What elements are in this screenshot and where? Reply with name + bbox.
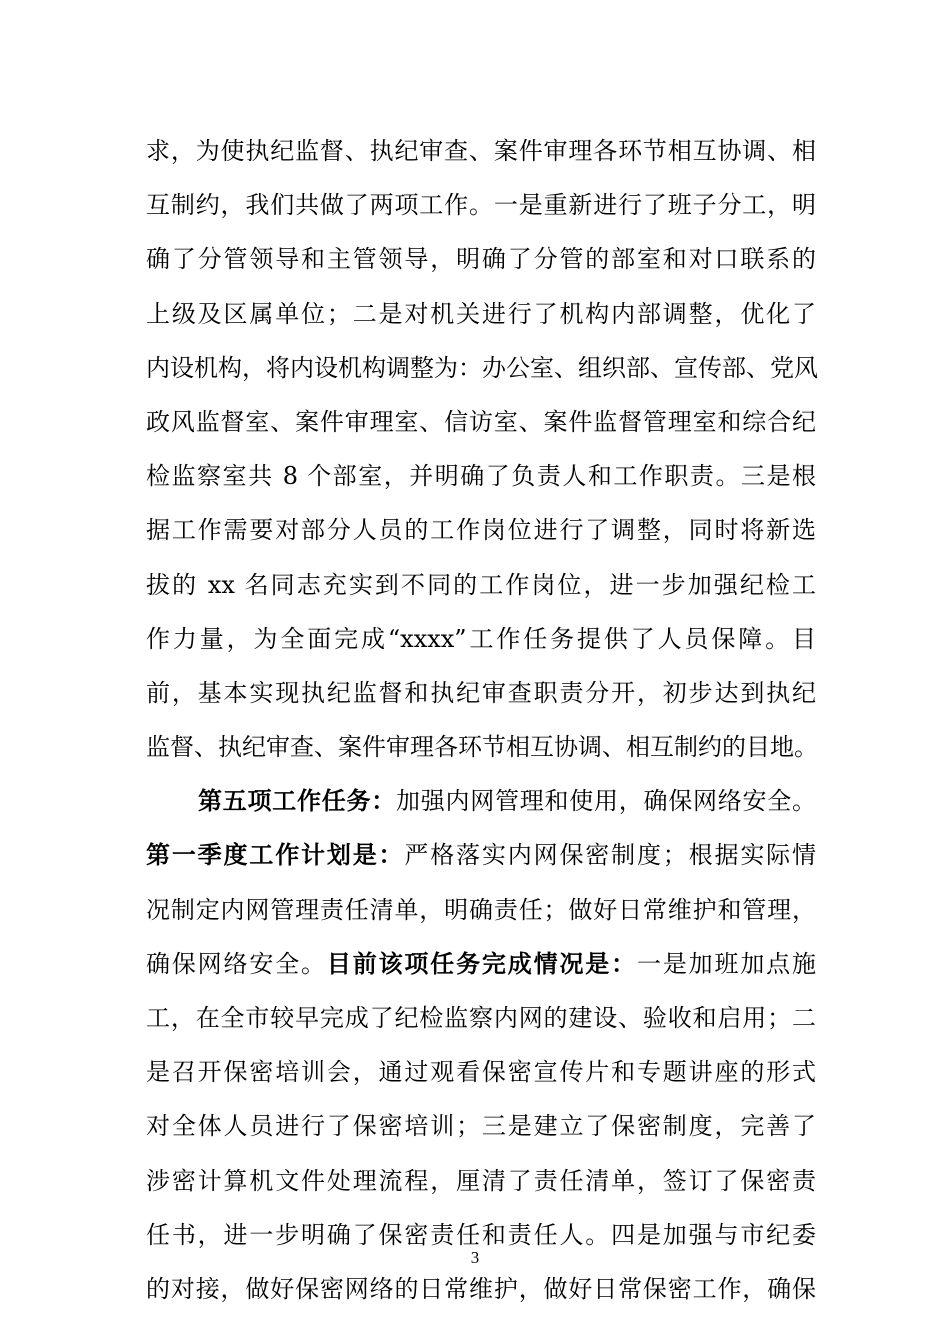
text-run: 对全体人员进行了保密培训；三是建立了保密制度，完善了	[146, 1112, 816, 1141]
text-line	[146, 1099, 816, 1153]
text-run: 加强内网管理和使用，确保网络安全。	[396, 787, 816, 816]
text-run: 检监察室共 8 个部室，并明确了负责人和工作职责。三是根	[146, 462, 816, 491]
text-run: 据工作需要对部分人员的工作岗位进行了调整，同时将新选	[146, 516, 816, 545]
text-line	[146, 558, 816, 612]
text-line	[146, 449, 816, 503]
text-line	[146, 612, 816, 666]
body-text	[146, 124, 816, 1316]
text-line	[146, 1154, 816, 1208]
text-run: 任书，进一步明确了保密责任和责任人。四是加强与市纪委	[146, 1220, 816, 1249]
text-run: 况制定内网管理责任清单，明确责任；做好日常维护和管理，	[146, 895, 816, 924]
text-run: 拔的 xx 名同志充实到不同的工作岗位，进一步加强纪检工	[146, 570, 816, 599]
text-line	[146, 1045, 816, 1099]
text-run: 确保网络安全。	[146, 949, 327, 978]
text-line	[146, 720, 816, 774]
status-heading-label: 目前该项任务完成情况是：	[326, 948, 637, 978]
text-run: 作力量，为全面完成“xxxx”工作任务提供了人员保障。目	[146, 624, 816, 653]
text-line	[146, 883, 816, 937]
text-run: 监督、执纪审查、案件审理各环节相互协调、相互制约的目地。	[146, 733, 818, 762]
text-run: 是召开保密培训会，通过观看保密宣传片和专题讲座的形式	[146, 1058, 816, 1087]
text-run: 内设机构，将内设机构调整为：办公室、组织部、宣传部、党风	[146, 353, 818, 382]
text-line	[146, 341, 816, 395]
text-line	[146, 232, 816, 286]
text-line	[146, 666, 816, 720]
text-run: 求，为使执纪监督、执纪审查、案件审理各环节相互协调、相	[146, 137, 816, 165]
page-number: 3	[470, 1248, 480, 1267]
text-run: 的对接，做好保密网络的日常维护，做好日常保密工作，确保	[146, 1274, 816, 1303]
text-line	[146, 828, 816, 882]
text-run: 互制约，我们共做了两项工作。一是重新进行了班子分工，明	[146, 191, 816, 220]
section-heading-line	[146, 774, 816, 828]
section-heading-label: 第五项工作任务：	[198, 786, 396, 816]
text-line	[146, 287, 816, 341]
text-line	[146, 178, 816, 232]
text-run: 政风监督室、案件审理室、信访室、案件监督管理室和综合纪	[146, 407, 816, 436]
plan-heading-label: 第一季度工作计划是：	[146, 840, 405, 870]
text-run: 一是加班加点施	[636, 949, 817, 978]
text-line	[146, 124, 816, 178]
text-run: 严格落实内网保密制度；根据实际情	[404, 841, 817, 870]
text-run: 上级及区属单位；二是对机关进行了机构内部调整，优化了	[146, 299, 816, 328]
text-run: 前，基本实现执纪监督和执纪审查职责分开，初步达到执纪	[146, 678, 816, 707]
text-line	[146, 991, 816, 1045]
text-line	[146, 937, 816, 991]
text-line	[146, 395, 816, 449]
text-run: 工，在全市较早完成了纪检监察内网的建设、验收和启用；二	[146, 1004, 816, 1032]
text-run: 确了分管领导和主管领导，明确了分管的部室和对口联系的	[146, 245, 816, 274]
text-line	[146, 503, 816, 557]
text-run: 涉密计算机文件处理流程，厘清了责任清单，签订了保密责	[146, 1166, 816, 1195]
text-line	[146, 1262, 816, 1316]
